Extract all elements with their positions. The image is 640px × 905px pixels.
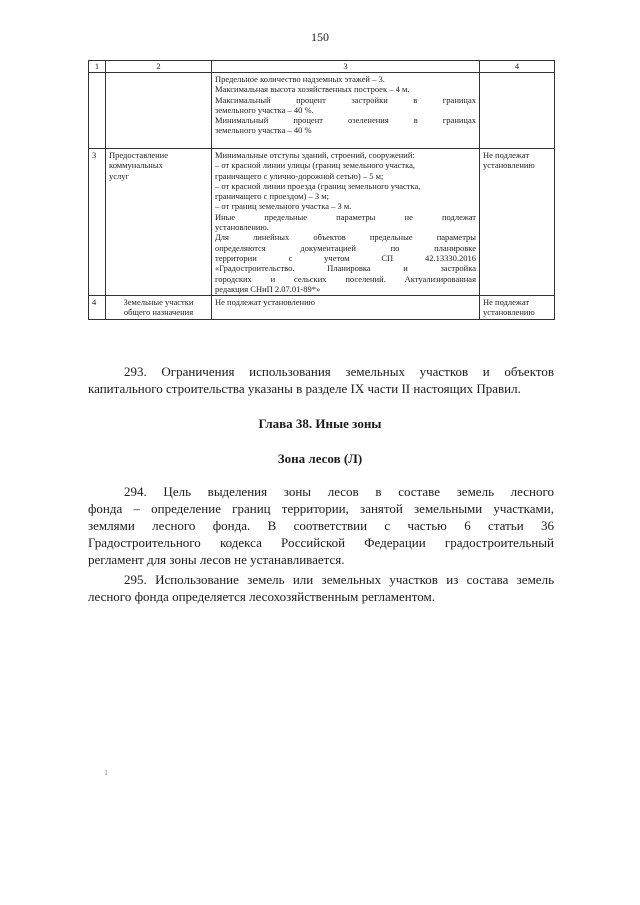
param-line: Предельное количество надземных этажей – 3. bbox=[215, 74, 385, 84]
param-line: редакция СНиП 2.07.01-89*» bbox=[215, 283, 321, 294]
param-line: Минимальный процент озеленения в границах bbox=[215, 115, 476, 126]
param-line: «Градостроительство. Планировка и застройка bbox=[215, 263, 476, 274]
table-cell-num: 3 bbox=[89, 149, 106, 296]
paragraph-line: фонда – определение границ территории, занятой земельными участками, bbox=[88, 501, 554, 516]
param-line: земельного участка – 40 % bbox=[215, 125, 312, 136]
regulations-table bbox=[88, 60, 555, 320]
param-line: – от границ земельного участка – 3 м. bbox=[215, 201, 352, 212]
table-header-cell: 1 bbox=[89, 61, 106, 73]
name-line: Предоставление bbox=[109, 150, 168, 160]
paragraph-line: 293. Ограничения использования земельных участков и объектов bbox=[124, 364, 554, 379]
table-row bbox=[89, 149, 555, 296]
paragraph-line: землями лесного фонда. В соответствии с частью 6 статьи 36 bbox=[88, 518, 554, 533]
table-cell-num: 4 bbox=[89, 296, 106, 320]
paragraph-294 bbox=[88, 483, 554, 568]
paragraph-line: лесного фонда определяется лесохозяйственным регламентом. bbox=[88, 589, 436, 604]
param-line: граничащего с улично-дорожной сетью) – 5 м; bbox=[215, 170, 384, 181]
param-line: Максимальный процент застройки в границах bbox=[215, 94, 476, 105]
table-cell-name bbox=[106, 296, 212, 320]
paragraph-293 bbox=[88, 363, 554, 397]
paragraph-line: 294. Цель выделения зоны лесов в составе земель лесного bbox=[124, 484, 554, 499]
zone-heading: Зона лесов (Л) bbox=[277, 451, 363, 466]
name-line: общего назначения bbox=[123, 307, 194, 318]
table-cell-params bbox=[212, 296, 480, 320]
note-line: Не подлежат bbox=[483, 150, 530, 160]
table-cell-num bbox=[89, 73, 106, 149]
param-line: Минимальные отступы зданий, строений, сооружений: bbox=[215, 150, 415, 160]
table-cell-name bbox=[106, 73, 212, 149]
table-row bbox=[89, 296, 555, 320]
param-line: земельного участка – 40 %. bbox=[215, 104, 314, 115]
edge-mark: 1 bbox=[104, 768, 108, 777]
name-line: Земельные участки bbox=[123, 297, 194, 308]
name-line: услуг bbox=[109, 170, 130, 181]
note-line: Не подлежат bbox=[483, 297, 530, 308]
table-cell-params bbox=[212, 73, 480, 149]
paragraph-295 bbox=[88, 571, 554, 605]
note-line: установлению bbox=[483, 160, 535, 171]
paragraph-line: 295. Использование земель или земельных участков из состава земель bbox=[124, 572, 554, 587]
table-cell-note bbox=[480, 296, 555, 320]
param-line: Максимальная высота хозяйственных построек – 4 м. bbox=[215, 84, 410, 95]
param-line: определяются документацией по планировке bbox=[215, 242, 476, 253]
table-header-cell: 4 bbox=[480, 61, 555, 73]
param-line: территории с учетом СП 42.13330.2016 bbox=[215, 252, 476, 263]
param-line: городских и сельских поселений. Актуализированная bbox=[215, 273, 476, 284]
param-line: Для линейных объектов предельные параметры bbox=[215, 232, 476, 243]
param-line: – от красной линии улицы (границ земельного участка, bbox=[215, 160, 416, 171]
param-line: – от красной линии проезда (границ земельного участка, bbox=[215, 180, 421, 191]
paragraph-line: регламент для зоны лесов не устанавливается. bbox=[88, 552, 345, 567]
table-row bbox=[89, 73, 555, 149]
param-line: Иные предельные параметры не подлежат bbox=[215, 211, 476, 222]
param-line: граничащего с проездом) – 3 м; bbox=[215, 191, 329, 202]
paragraph-line: капитального строительства указаны в разделе IX части II настоящих Правил. bbox=[88, 381, 521, 396]
param-line: установлению. bbox=[215, 222, 269, 233]
paragraph-line: Градостроительного кодекса Российской Федерации градостроительный bbox=[88, 535, 554, 550]
page-number: 150 bbox=[311, 30, 329, 44]
table-header-cell: 3 bbox=[212, 61, 480, 73]
table-cell-note bbox=[480, 149, 555, 296]
note-line: установлению bbox=[483, 307, 535, 318]
table-header-cell: 2 bbox=[106, 61, 212, 73]
chapter-heading: Глава 38. Иные зоны bbox=[258, 416, 382, 431]
table-cell-note bbox=[480, 73, 555, 149]
param-line: Не подлежат установлению bbox=[215, 297, 315, 308]
name-line: коммунальных bbox=[109, 160, 163, 171]
table-cell-params bbox=[212, 149, 480, 296]
table-header-row bbox=[89, 61, 555, 73]
table-cell-name bbox=[106, 149, 212, 296]
